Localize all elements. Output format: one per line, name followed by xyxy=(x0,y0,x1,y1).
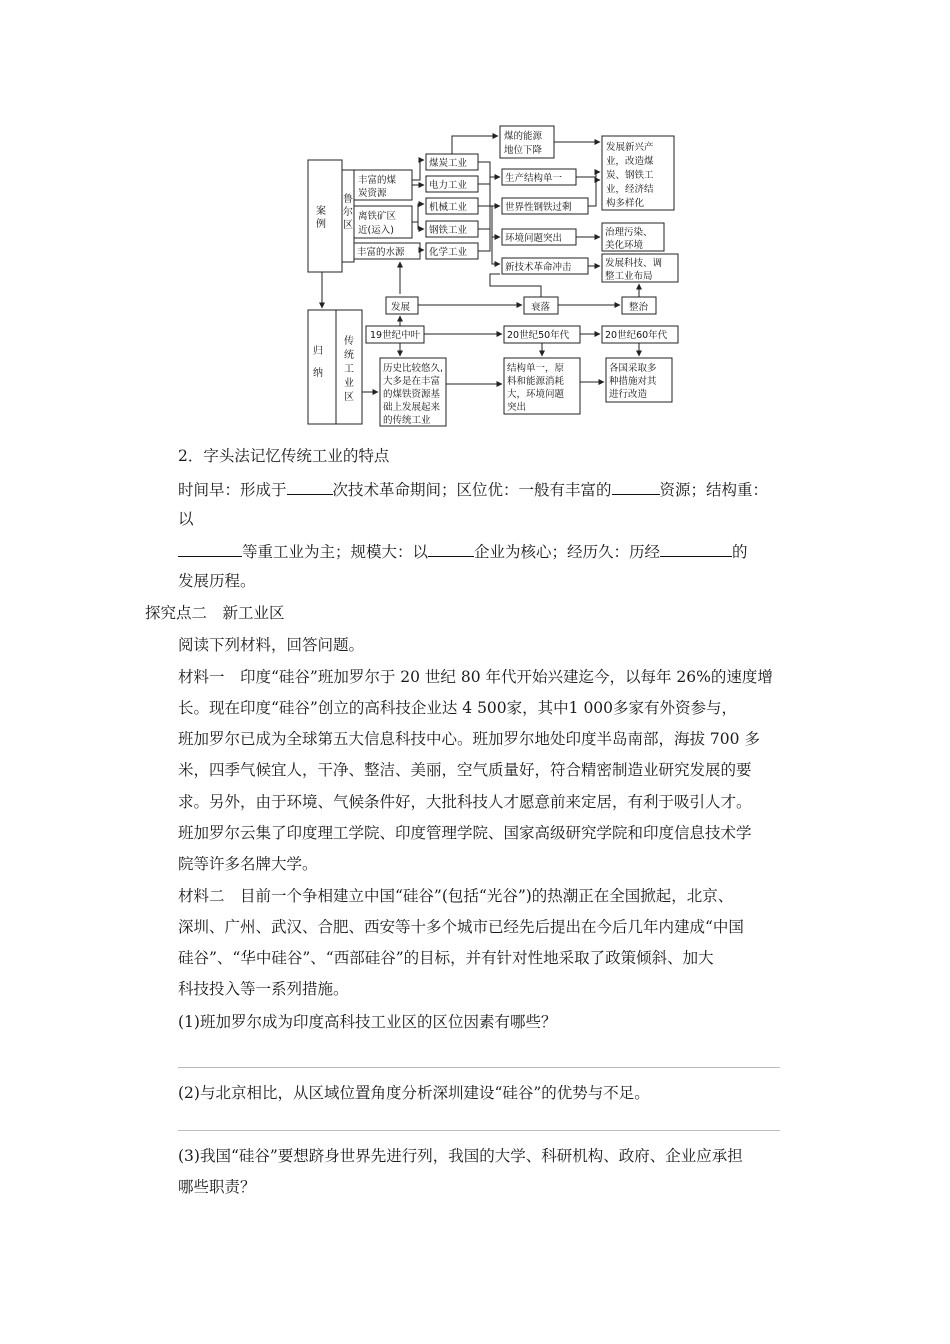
svg-text:炭、钢铁工: 炭、钢铁工 xyxy=(606,170,654,181)
ruhr-flow-diagram xyxy=(300,122,700,434)
svg-text:20世纪60年代: 20世纪60年代 xyxy=(605,330,668,341)
case-label-1: 案 xyxy=(316,206,326,217)
answer-line-1[interactable] xyxy=(178,1067,780,1068)
industry-machinery xyxy=(426,198,478,214)
svg-text:的传统工业: 的传统工业 xyxy=(383,415,431,426)
fill-line-2: 以 xyxy=(178,510,194,528)
blank-3[interactable] xyxy=(178,540,242,557)
blank-4[interactable] xyxy=(428,540,474,557)
svg-text:料和能源消耗: 料和能源消耗 xyxy=(507,376,565,387)
svg-text:生产结构单一: 生产结构单一 xyxy=(505,173,563,184)
ruhr-box xyxy=(342,170,354,262)
summary-measures xyxy=(606,358,672,402)
problem-environment xyxy=(502,229,576,245)
problem-structure xyxy=(502,169,576,185)
summary-problems xyxy=(504,358,580,414)
period-1960s xyxy=(602,326,678,343)
svg-text:大，环境问题: 大，环境问题 xyxy=(507,389,565,400)
svg-text:整治: 整治 xyxy=(629,302,649,313)
svg-text:钢铁工业: 钢铁工业 xyxy=(429,225,468,236)
item2-title: 2．字头法记忆传统工业的特点 xyxy=(178,447,390,465)
svg-text:世界性钢铁过剩: 世界性钢铁过剩 xyxy=(505,202,572,213)
material2-line2: 深圳、广州、武汉、合肥、西安等十多个城市已经先后提出在今后几年内建成“中国 xyxy=(178,918,744,936)
svg-text:发展科技、调: 发展科技、调 xyxy=(605,258,663,269)
traditional-label-3: 工 xyxy=(344,364,354,375)
stage-decline xyxy=(524,297,558,314)
traditional-label-4: 业 xyxy=(344,378,354,389)
problem-steel-surplus xyxy=(502,198,588,214)
svg-text:新技术革命冲击: 新技术革命冲击 xyxy=(505,262,572,273)
svg-text:电力工业: 电力工业 xyxy=(429,180,468,191)
factor-water xyxy=(354,243,420,259)
summary-label-1: 归 xyxy=(313,346,323,357)
svg-text:础上发展起来: 础上发展起来 xyxy=(383,402,441,413)
material2-line3: 硅谷”、“华中硅谷”、“西部硅谷”的目标，并有针对性地采取了政策倾斜、加大 xyxy=(178,949,714,967)
ruhr-label-2: 尔 xyxy=(343,207,353,218)
svg-text:整工业布局: 整工业布局 xyxy=(605,271,653,282)
svg-text:丰富的水源: 丰富的水源 xyxy=(357,247,405,258)
question-1: (1)班加罗尔成为印度高科技工业区的区位因素有哪些？ xyxy=(178,1013,557,1031)
traditional-label-2: 统 xyxy=(344,350,354,361)
svg-text:发展新兴产: 发展新兴产 xyxy=(606,142,654,153)
svg-text:煤的能源: 煤的能源 xyxy=(504,131,543,142)
svg-text:机械工业: 机械工业 xyxy=(429,202,468,213)
material1-line1: 材料一 印度“硅谷”班加罗尔于 20 世纪 80 年代开始兴建迄今，以每年 26%的速度增 xyxy=(178,668,773,686)
traditional-label-1: 传 xyxy=(344,336,354,347)
factor-iron xyxy=(354,206,412,238)
question-3-line1: (3)我国“硅谷”要想跻身世界先进行列，我国的大学、科研机构、政府、企业应承担 xyxy=(178,1147,743,1165)
industry-coal xyxy=(426,154,478,170)
summary-traditional xyxy=(380,358,446,426)
svg-text:突出: 突出 xyxy=(507,402,527,413)
fill-line-3 xyxy=(178,540,748,562)
svg-text:构多样化: 构多样化 xyxy=(606,198,645,209)
measure-technology xyxy=(602,254,678,282)
material1-line6: 班加罗尔云集了印度理工学院、印度管理学院、国家高级研究学院和印度信息技术学 xyxy=(178,824,752,842)
stage-renovate xyxy=(622,297,656,314)
svg-text:化学工业: 化学工业 xyxy=(429,247,468,258)
traditional-box xyxy=(336,310,362,424)
material1-line5: 求。另外，由于环境、气候条件好，大批科技人才愿意前来定居，有利于吸引人才。 xyxy=(178,793,752,811)
fill-line-1a: 时间早：形成于 xyxy=(178,481,287,499)
material2-line4: 科技投入等一系列措施。 xyxy=(178,980,349,998)
fill-line-3b: 企业为核心；经历久：历经 xyxy=(474,543,661,561)
svg-text:进行改造: 进行改造 xyxy=(609,389,648,400)
svg-text:历史比较悠久,: 历史比较悠久, xyxy=(383,363,444,374)
svg-text:煤炭工业: 煤炭工业 xyxy=(429,158,468,169)
svg-text:20世纪50年代: 20世纪50年代 xyxy=(507,330,570,341)
material1-line7: 院等许多名牌大学。 xyxy=(178,855,318,873)
svg-text:地位下降: 地位下降 xyxy=(504,145,543,156)
period-1950s xyxy=(504,326,580,343)
svg-text:的煤铁资源基: 的煤铁资源基 xyxy=(383,389,441,400)
intro-text: 阅读下列材料，回答问题。 xyxy=(178,636,365,654)
svg-text:治理污染、: 治理污染、 xyxy=(605,227,653,238)
blank-2[interactable] xyxy=(612,478,660,495)
traditional-label-5: 区 xyxy=(344,392,354,403)
blank-5[interactable] xyxy=(660,540,732,557)
summary-label-2: 纳 xyxy=(313,368,323,379)
question-3-line2: 哪些职责？ xyxy=(178,1178,256,1196)
ruhr-label-3: 区 xyxy=(343,220,353,231)
case-box xyxy=(308,160,342,272)
stage-develop xyxy=(386,297,418,314)
svg-text:大多是在丰富: 大多是在丰富 xyxy=(383,376,441,387)
svg-text:种措施对其: 种措施对其 xyxy=(609,376,657,387)
svg-text:各国采取多: 各国采取多 xyxy=(609,363,657,374)
material1-line3: 班加罗尔已成为全球第五大信息科技中心。班加罗尔地处印度半岛南部，海拔 700 多 xyxy=(178,730,760,748)
svg-text:结构单一，原: 结构单一，原 xyxy=(507,363,565,374)
factor-coal xyxy=(354,170,412,200)
svg-text:业，经济结: 业，经济结 xyxy=(606,184,654,195)
measure-pollution xyxy=(602,223,664,251)
fill-line-1c: 资源；结构重： xyxy=(659,481,769,499)
fill-line-3a: 等重工业为主；规模大：以 xyxy=(242,543,429,561)
svg-text:近(运入): 近(运入) xyxy=(358,225,394,236)
material1-line2: 长。现在印度“硅谷”创立的高科技企业达 4 500家，其中1 000多家有外资参与， xyxy=(178,699,738,717)
measure-diversify xyxy=(602,136,674,210)
svg-text:炭资源: 炭资源 xyxy=(358,188,387,199)
ruhr-label-1: 鲁 xyxy=(343,194,353,205)
svg-text:美化环境: 美化环境 xyxy=(605,240,644,251)
blank-1[interactable] xyxy=(287,478,333,495)
energy-status-box xyxy=(500,126,554,158)
fill-line-1 xyxy=(178,478,768,500)
svg-text:衰落: 衰落 xyxy=(531,302,551,313)
answer-line-2[interactable] xyxy=(178,1130,780,1131)
svg-text:丰富的煤: 丰富的煤 xyxy=(358,175,397,186)
svg-text:发展: 发展 xyxy=(391,302,411,313)
case-label-2: 例 xyxy=(316,219,326,230)
svg-text:环境问题突出: 环境问题突出 xyxy=(505,233,563,244)
material2-line1: 材料二 目前一个争相建立中国“硅谷”(包括“光谷”)的热潮正在全国掀起，北京、 xyxy=(178,887,734,905)
svg-text:业，改造煤: 业，改造煤 xyxy=(606,156,654,167)
industry-steel xyxy=(426,221,478,237)
fill-line-1b: 次技术革命期间；区位优：一般有丰富的 xyxy=(332,481,612,499)
material1-line4: 米，四季气候宜人，干净、整洁、美丽，空气质量好，符合精密制造业研究发展的要 xyxy=(178,761,752,779)
industry-chemical xyxy=(426,243,478,259)
section-title: 探究点二 新工业区 xyxy=(145,604,285,622)
problem-tech-revolution xyxy=(502,258,588,274)
summary-box xyxy=(308,310,336,424)
svg-text:19世纪中叶: 19世纪中叶 xyxy=(370,330,421,341)
industry-power xyxy=(426,176,478,192)
fill-line-4: 发展历程。 xyxy=(178,572,256,590)
question-2: (2)与北京相比，从区域位置角度分析深圳建设“硅谷”的优势与不足。 xyxy=(178,1084,650,1102)
period-19th xyxy=(366,326,424,343)
svg-text:离铁矿区: 离铁矿区 xyxy=(358,211,397,222)
fill-line-3c: 的 xyxy=(732,543,748,561)
